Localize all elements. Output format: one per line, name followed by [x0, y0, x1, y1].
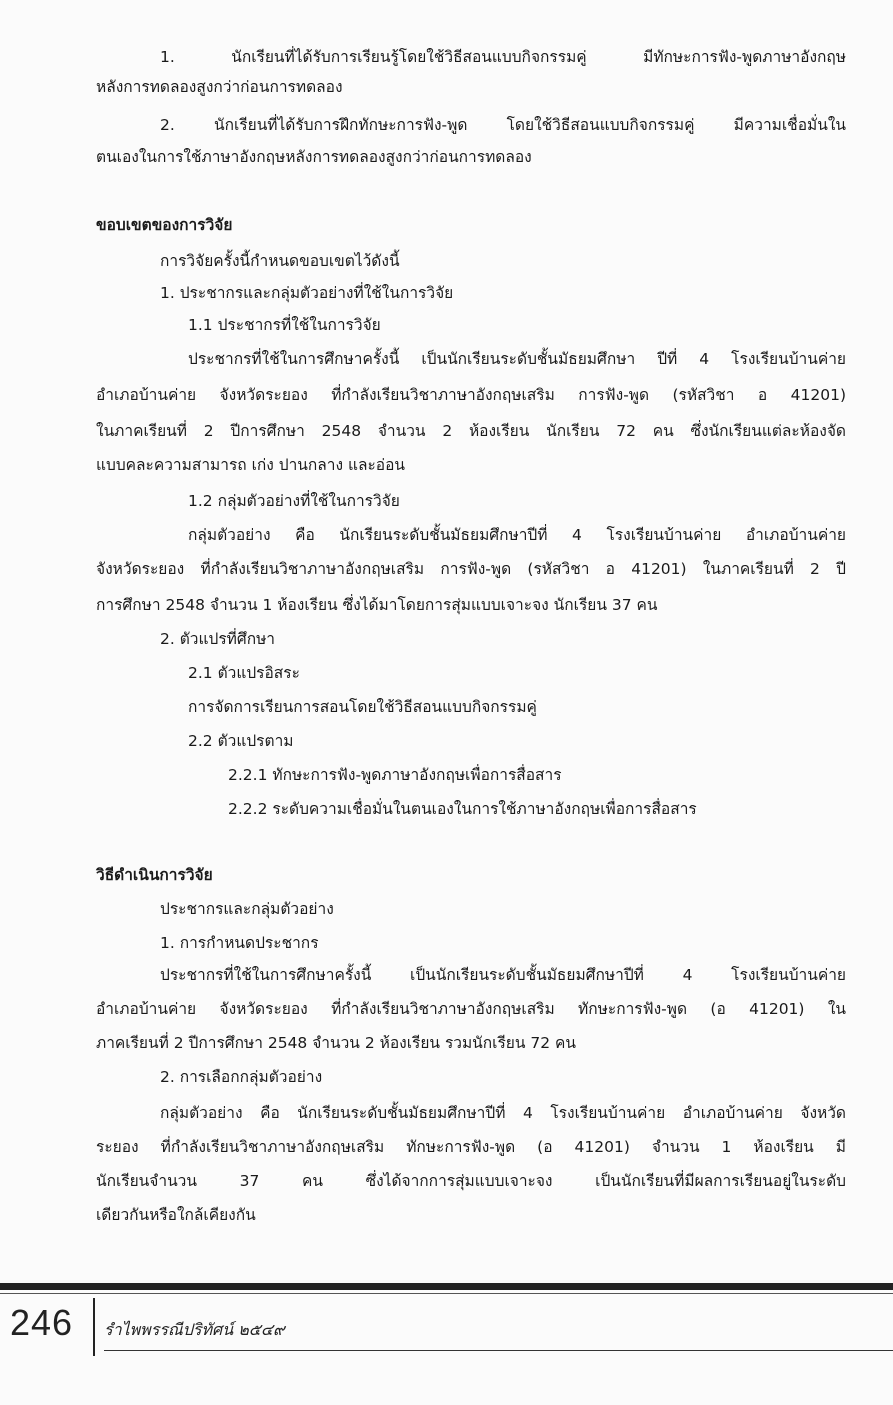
section-heading: วิธีดำเนินการวิจัย: [96, 866, 213, 884]
text-line: กลุ่มตัวอย่าง คือ นักเรียนระดับชั้นมัธยมศึกษาปีที่ 4 โรงเรียนบ้านค่าย อำเภอบ้านค่าย: [188, 526, 846, 544]
text-line: ภาคเรียนที่ 2 ปีการศึกษา 2548 จำนวน 2 ห้องเรียน รวมนักเรียน 72 คน: [96, 1034, 577, 1052]
text-line: 2. ตัวแปรที่ศึกษา: [160, 630, 276, 648]
text-line: อำเภอบ้านค่าย จังหวัดระยอง ที่กำลังเรียนวิชาภาษาอังกฤษเสริม ทักษะการฟัง-พูด (อ 41201) ใน: [96, 1000, 846, 1018]
text-line: 2. การเลือกกลุ่มตัวอย่าง: [160, 1068, 323, 1086]
text-line: 2.2 ตัวแปรตาม: [188, 732, 294, 750]
text-line: จังหวัดระยอง ที่กำลังเรียนวิชาภาษาอังกฤษเสริม การฟัง-พูด (รหัสวิชา อ 41201) ในภาคเรียนที่ 2 ปี: [96, 560, 846, 578]
journal-underline: [104, 1350, 893, 1351]
text-line: 2.2.1 ทักษะการฟัง-พูดภาษาอังกฤษเพื่อการสื่อสาร: [228, 766, 562, 784]
text-line: 1. การกำหนดประชากร: [160, 934, 319, 952]
text-line: ประชากรที่ใช้ในการศึกษาครั้งนี้ เป็นนักเรียนระดับชั้นมัธยมศึกษา ปีที่ 4 โรงเรียนบ้านค่าย: [188, 350, 846, 368]
text-line: 1. นักเรียนที่ได้รับการเรียนรู้โดยใช้วิธีสอนแบบกิจกรรมคู่ มีทักษะการฟัง-พูดภาษาอังกฤษ: [160, 48, 846, 66]
footer-divider: [0, 1283, 893, 1290]
text-line: นักเรียนจำนวน 37 คน ซึ่งได้จากการสุ่มแบบเจาะจง เป็นนักเรียนที่มีผลการเรียนอยู่ในระดับ: [96, 1172, 846, 1190]
text-line: การวิจัยครั้งนี้กำหนดขอบเขตไว้ดังนี้: [160, 252, 400, 270]
text-line: แบบคละความสามารถ เก่ง ปานกลาง และอ่อน: [96, 456, 406, 474]
text-line: ประชากรและกลุ่มตัวอย่าง: [160, 900, 334, 918]
text-line: 2.2.2 ระดับความเชื่อมั่นในตนเองในการใช้ภาษาอังกฤษเพื่อการสื่อสาร: [228, 800, 697, 818]
text-line: 1.2 กลุ่มตัวอย่างที่ใช้ในการวิจัย: [188, 492, 400, 510]
text-line: 2.1 ตัวแปรอิสระ: [188, 664, 300, 682]
section-heading: ขอบเขตของการวิจัย: [96, 216, 233, 234]
text-line: การศึกษา 2548 จำนวน 1 ห้องเรียน ซึ่งได้มาโดยการสุ่มแบบเจาะจง นักเรียน 37 คน: [96, 596, 658, 614]
text-line: หลังการทดลองสูงกว่าก่อนการทดลอง: [96, 78, 343, 96]
text-line: 2. นักเรียนที่ได้รับการฝึกทักษะการฟัง-พูด โดยใช้วิธีสอนแบบกิจกรรมคู่ มีความเชื่อมั่นใน: [160, 116, 846, 134]
text-line: 1.1 ประชากรที่ใช้ในการวิจัย: [188, 316, 381, 334]
text-line: 1. ประชากรและกลุ่มตัวอย่างที่ใช้ในการวิจัย: [160, 284, 454, 302]
text-line: ตนเองในการใช้ภาษาอังกฤษหลังการทดลองสูงกว่าก่อนการทดลอง: [96, 148, 532, 166]
text-line: ในภาคเรียนที่ 2 ปีการศึกษา 2548 จำนวน 2 ห้องเรียน นักเรียน 72 คน ซึ่งนักเรียนแต่ละห้องจัด: [96, 422, 846, 440]
text-line: กลุ่มตัวอย่าง คือ นักเรียนระดับชั้นมัธยมศึกษาปีที่ 4 โรงเรียนบ้านค่าย อำเภอบ้านค่าย จังหวัด: [160, 1104, 846, 1122]
text-line: การจัดการเรียนการสอนโดยใช้วิธีสอนแบบกิจกรรมคู่: [188, 698, 537, 716]
text-line: อำเภอบ้านค่าย จังหวัดระยอง ที่กำลังเรียนวิชาภาษาอังกฤษเสริม การฟัง-พูด (รหัสวิชา อ 41201): [96, 386, 846, 404]
page-number: 246: [10, 1302, 74, 1343]
text-line: เดียวกันหรือใกล้เคียงกัน: [96, 1206, 256, 1224]
journal-title: รำไพพรรณีปริทัศน์ ๒๕๔๙: [104, 1320, 285, 1339]
text-line: ประชากรที่ใช้ในการศึกษาครั้งนี้ เป็นนักเรียนระดับชั้นมัธยมศึกษาปีที่ 4 โรงเรียนบ้านค่าย: [160, 966, 846, 984]
footer-separator: [93, 1298, 95, 1356]
text-line: ระยอง ที่กำลังเรียนวิชาภาษาอังกฤษเสริม ทักษะการฟัง-พูด (อ 41201) จำนวน 1 ห้องเรียน มี: [96, 1138, 846, 1156]
footer-divider-thin: [0, 1293, 893, 1294]
